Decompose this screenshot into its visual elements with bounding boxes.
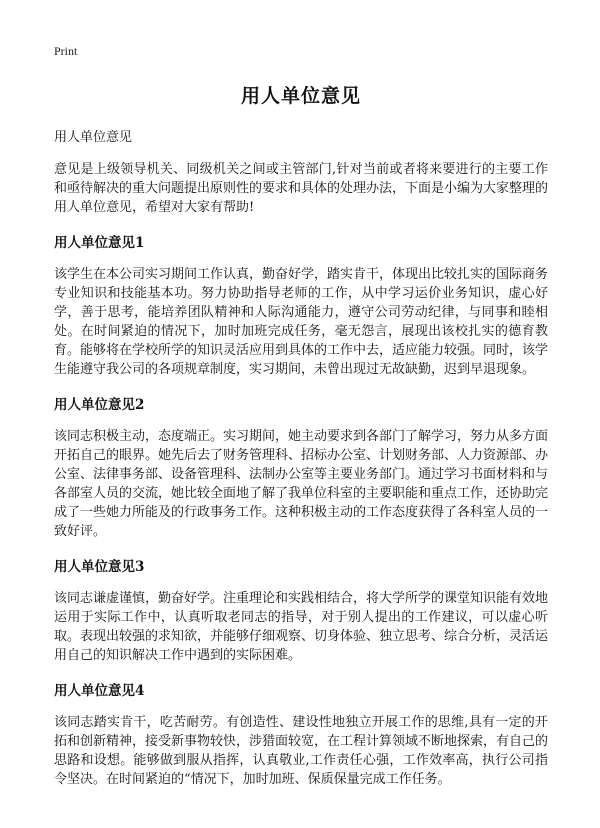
intro-paragraph: 意见是上级领导机关、同级机关之间或主管部门,针对当前或者将来要进行的主要工作和亟待解决的重大问题提出原则性的要求和具体的处理办法，下面是小编为大家整理的用人单位意见，希望对大家有帮助! (54, 162, 549, 215)
section-heading-1: 用人单位意见1 (54, 235, 145, 251)
section-body-3: 该同志谦虚谨慎，勤奋好学。注重理论和实践相结合，将大学所学的课堂知识能有效地运用于实际工作中，认真听取老同志的指导，对于别人提出的工作建议，可以虚心听取。表现出较强的求知欲，并能够仔细观察、切身体验、独立思考、综合分析，灵活运用自己的知识解决工作中遇到的实际困难。 (54, 591, 549, 663)
section-body-1: 该学生在本公司实习期间工作认真，勤奋好学，踏实肯干，体现出比较扎实的国际商务专业知识和技能基本功。努力协助指导老师的工作，从中学习运价业务知识，虚心好学，善于思考，能培养团队精神和人际沟通能力，遵守公司劳动纪律，与同事和睦相处。在时间紧迫的情况下，加时加班完成任务，毫无怨言，展现出该校扎实的德育教育。能够将在学校所学的知识灵活应用到具体的工作中去，适应能力较强。同时，该学生能遵守我公司的各项规章制度，实习期间，未曾出现过无故缺勤，迟到早退现象。 (54, 267, 549, 377)
section-body-4: 该同志踏实肯干，吃苦耐劳。有创造性、建设性地独立开展工作的思维,具有一定的开拓和创新精神，接受新事物较快，涉猎面较宽，在工程计算领域不断地探索，有自己的思路和设想。能够做到服从指挥，认真敬业,工作责任心强，工作效率高，执行公司指令坚决。在时间紧迫的“情况下，加时加班、保质保量完成工作任务。 (54, 715, 549, 787)
section-heading-4: 用人单位意见4 (54, 683, 145, 699)
page-title: 用人单位意见 (240, 85, 361, 107)
document-subtitle: 用人单位意见 (54, 130, 133, 145)
section-heading-3: 用人单位意见3 (54, 559, 145, 575)
section-heading-2: 用人单位意见2 (54, 397, 145, 413)
section-body-2: 该同志积极主动，态度端正。实习期间，她主动要求到各部门了解学习，努力从多方面开拓自己的眼界。她先后去了财务管理科、招标办公室、计划财务部、人力资源部、办公室、法律事务部、设备管理科、法制办公室等主要业务部门。通过学习书面材料和与各部室人员的交流，她比较全面地了解了我单位科室的主要职能和重点工作，还协助完成了一些她力所能及的行政事务工作。这种积极主动的工作态度获得了各科室人员的一致好评。 (54, 429, 549, 539)
print-link[interactable]: Print (54, 44, 78, 58)
